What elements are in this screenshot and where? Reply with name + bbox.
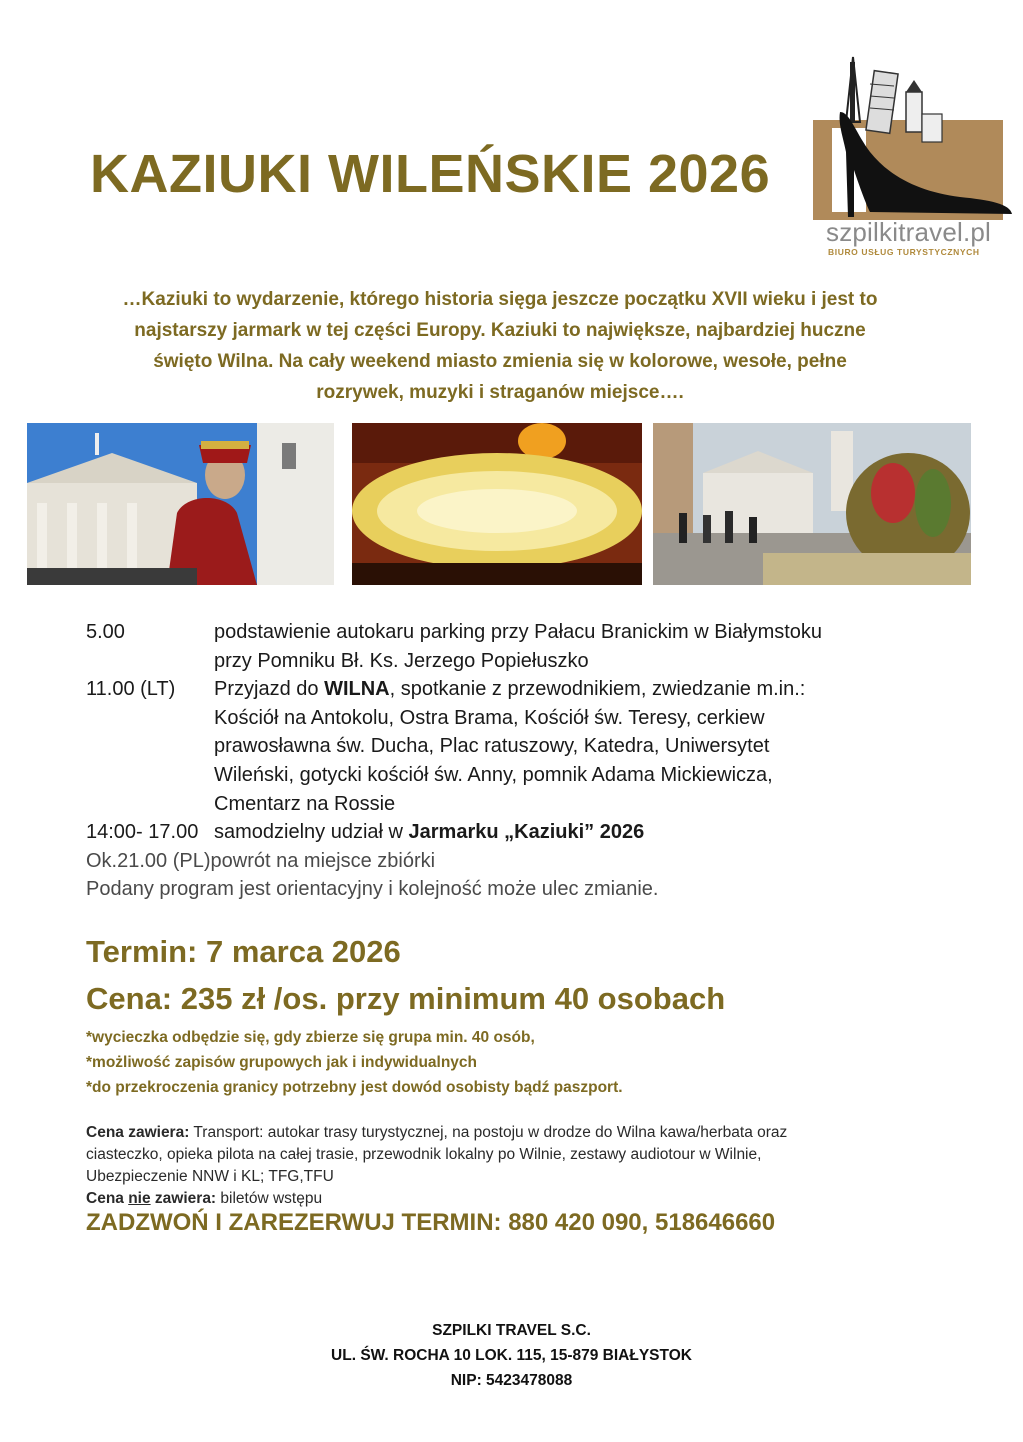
schedule-time: 11.00 (LT) [86, 678, 176, 701]
price: Cena: 235 zł /os. przy minimum 40 osobach [86, 981, 726, 1016]
intro-line: najstarszy jarmark w tej części Europy. Kaziuki to największe, najbardziej huczne [134, 320, 866, 341]
includes-text: Transport: autokar trasy turystycznej, na postoju w drodze do Wilna kawa/herbata oraz [189, 1124, 788, 1141]
schedule-desc: Przyjazd do [214, 678, 325, 701]
schedule-row [86, 847, 946, 876]
schedule-time: 5.00 [86, 621, 125, 643]
note-item: *wycieczka odbędzie się, gdy zbierze się grupa min. 40 osób, [86, 1029, 535, 1046]
schedule-desc: powrót na miejsce zbiórki [210, 849, 436, 872]
photo-cathedral-puppet [27, 423, 334, 585]
page-title: KAZIUKI WILEŃSKIE 2026 [90, 144, 771, 204]
schedule-row [86, 818, 946, 847]
schedule-desc: Cmentarz na Rossie [214, 792, 396, 815]
excludes-label: Cena nie zawiera: [86, 1190, 217, 1207]
schedule-desc: prawosławna św. Ducha, Plac ratuszowy, Katedra, Uniwersytet [214, 735, 770, 758]
schedule-time: 14:00- 17.00 [86, 821, 199, 844]
logo-subtitle: BIURO USŁUG TURYSTYCZNYCH [828, 247, 980, 257]
footer-nip: NIP: 5423478088 [450, 1372, 573, 1389]
photo-verbos [352, 423, 642, 585]
intro-line: święto Wilna. Na cały weekend miasto zmienia się w kolorowe, wesołe, pełne [153, 351, 847, 372]
excludes-text: biletów wstępu [216, 1190, 323, 1207]
includes-text: Ubezpieczenie NNW i KL; TFG,TFU [86, 1168, 334, 1185]
footer-company: SZPILKI TRAVEL S.C. [432, 1322, 591, 1339]
note-item: *możliwość zapisów grupowych jak i indywidualnych [86, 1054, 478, 1071]
schedule-city: WILNA [324, 678, 390, 701]
schedule-row [86, 675, 946, 818]
schedule-desc: przy Pomniku Bł. Ks. Jerzego Popiełuszko [214, 649, 589, 672]
footer [0, 1318, 1023, 1393]
photo-market [653, 423, 971, 585]
note-item: *do przekroczenia granicy potrzebny jest dowód osobisty bądź paszport. [86, 1079, 623, 1096]
schedule-desc: , spotkanie z przewodnikiem, zwiedzanie m.in.: [389, 678, 806, 701]
program-note: Podany program jest orientacyjny i kolejność może ulec zmianie. [86, 878, 659, 901]
schedule-time: Ok.21.00 (PL) [86, 849, 211, 872]
includes-label: Cena zawiera: [86, 1124, 190, 1141]
intro-line: rozrywek, muzyki i straganów miejsce…. [316, 382, 684, 403]
schedule-desc: samodzielny udział w [214, 821, 409, 844]
logo-text: szpilkitravel.pl [826, 217, 992, 247]
schedule-desc: podstawienie autokaru parking przy Pałacu Branickim w Białymstoku [214, 621, 823, 643]
schedule-row [86, 618, 946, 675]
includes-text: ciasteczko, opieka pilota na całej trasie, przewodnik lokalny po Wilnie, zestawy audiotour w Wilnie, [86, 1146, 762, 1163]
price-includes [86, 1122, 886, 1210]
term-date: Termin: 7 marca 2026 [86, 934, 401, 969]
intro-text [60, 284, 940, 408]
intro-line: …Kaziuki to wydarzenie, którego historia sięga jeszcze początku XVII wieku i jest to [122, 289, 878, 310]
schedule [86, 618, 946, 904]
footer-address: UL. ŚW. ROCHA 10 LOK. 115, 15-879 BIAŁYSTOK [331, 1347, 692, 1364]
notes [86, 1025, 623, 1100]
call-to-action: ZADZWOŃ I ZAREZERWUJ TERMIN: 880 420 090, 518646660 [86, 1209, 776, 1236]
schedule-desc: Wileński, gotycki kościół św. Anny, pomnik Adama Mickiewicza, [214, 763, 773, 786]
schedule-event: Jarmarku „Kaziuki” 2026 [408, 821, 645, 844]
schedule-desc: Kościół na Antokolu, Ostra Brama, Kościół św. Teresy, cerkiew [214, 706, 765, 729]
